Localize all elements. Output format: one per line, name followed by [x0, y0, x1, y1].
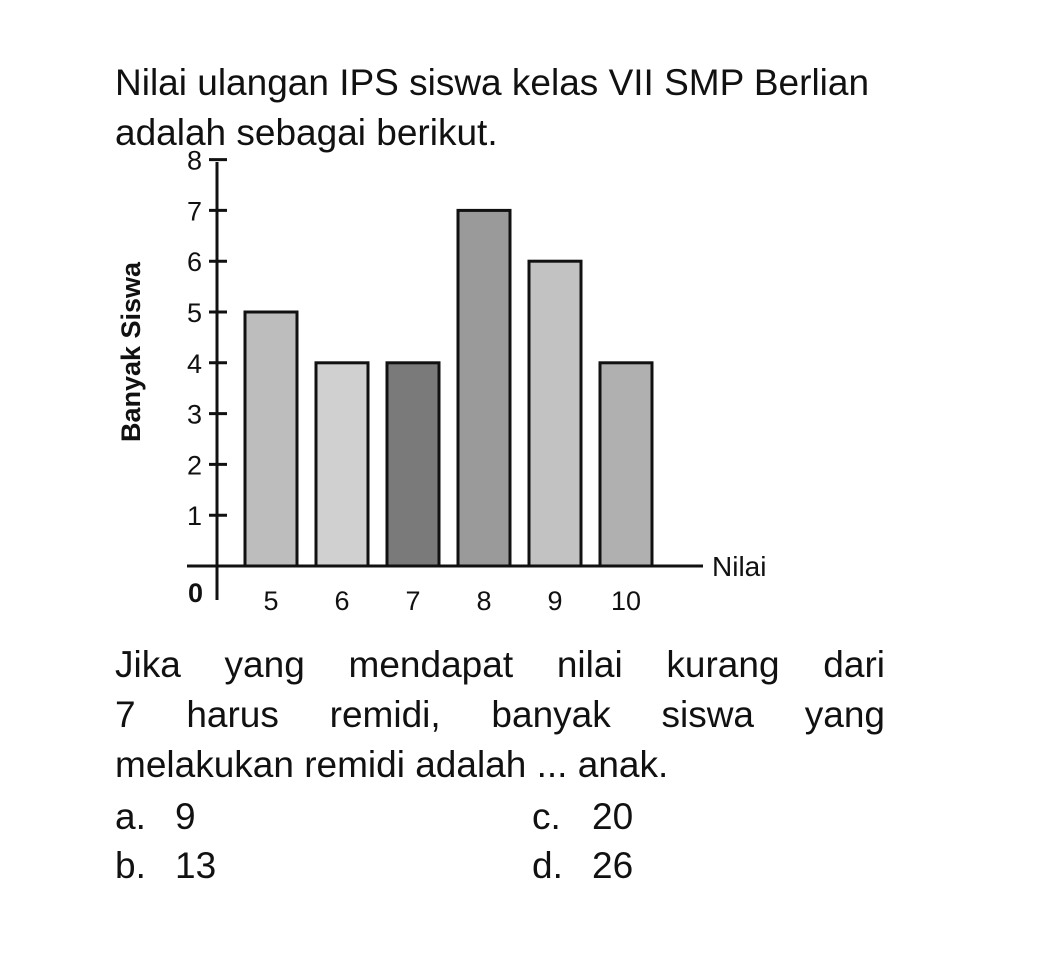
bars-layer: [245, 210, 652, 566]
option-d[interactable]: [532, 842, 633, 890]
option-d-value: 26: [592, 845, 634, 886]
option-c-key: c.: [532, 796, 561, 837]
x-ticks-layer: [263, 586, 641, 616]
question-line-3: melakukan remidi adalah ... anak.: [115, 744, 669, 785]
bar-8: [458, 210, 510, 566]
option-a[interactable]: [115, 793, 196, 841]
option-b-value: 13: [175, 845, 217, 886]
intro-line-1: Nilai ulangan IPS siswa kelas VII SMP Berlian: [115, 62, 870, 103]
y-tick-label-1: 1: [186, 501, 202, 532]
y-ticks-layer: [187, 146, 227, 608]
question-text: [115, 640, 885, 790]
option-c[interactable]: [532, 793, 633, 841]
option-d-key: d.: [532, 845, 563, 886]
intro-line-2: adalah sebagai berikut.: [115, 112, 498, 153]
bar-7: [387, 363, 439, 566]
y-tick-label-5: 5: [186, 298, 202, 328]
x-tick-label-9: 9: [547, 586, 563, 616]
x-axis-label: Nilai: [712, 551, 767, 582]
bar-9: [529, 261, 581, 566]
y-tick-label-3: 3: [186, 399, 202, 430]
question-line-2: 7 harus remidi, banyak siswa yang: [115, 694, 885, 735]
bar-5: [245, 312, 297, 566]
bar-10: [600, 363, 652, 566]
x-tick-label-5: 5: [263, 586, 279, 616]
y-tick-label-0: 0: [187, 578, 203, 608]
x-tick-label-8: 8: [476, 586, 492, 616]
y-axis-label: Banyak Siswa: [116, 261, 146, 443]
y-tick-label-7: 7: [186, 196, 202, 227]
question-line-1: Jika yang mendapat nilai kurang dari: [115, 644, 885, 685]
bar-6: [316, 363, 368, 566]
option-c-value: 20: [592, 796, 634, 837]
option-a-value: 9: [175, 796, 196, 837]
option-b-key: b.: [115, 845, 146, 886]
y-tick-label-2: 2: [186, 450, 202, 481]
x-tick-label-7: 7: [405, 586, 421, 616]
option-b[interactable]: [115, 842, 216, 890]
option-a-key: a.: [115, 796, 146, 837]
y-tick-label-8: 8: [186, 145, 202, 176]
x-tick-label-10: 10: [610, 586, 642, 616]
y-tick-label-6: 6: [186, 247, 202, 278]
y-tick-label-4: 4: [186, 348, 202, 379]
x-tick-label-6: 6: [334, 586, 350, 616]
